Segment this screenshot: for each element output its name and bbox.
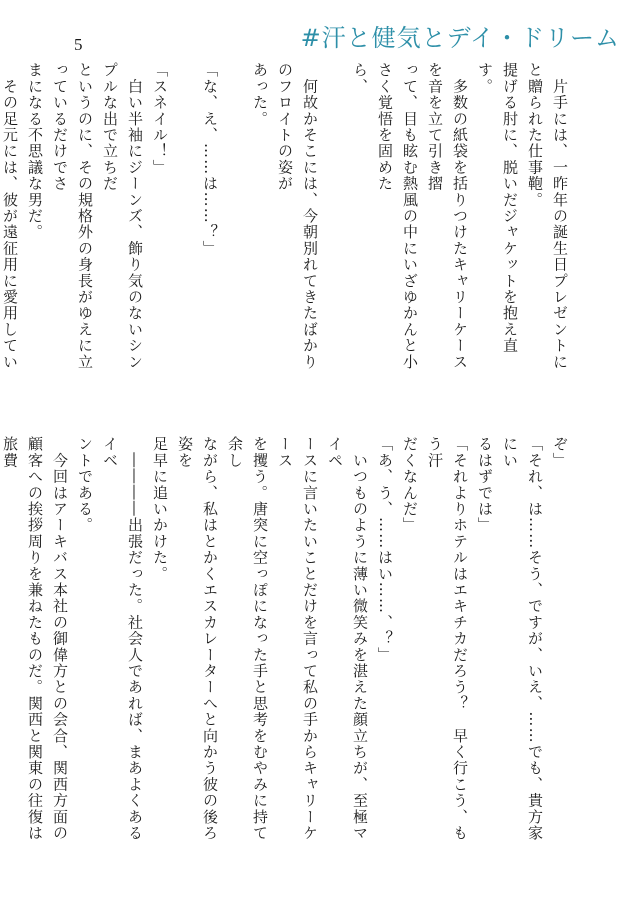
text-line: 「あ、う、……はい……、？」 [376, 436, 394, 663]
text-line: ながら、私はとかくエスカレーターへと向かう彼の後ろ姿を [176, 436, 219, 841]
text-line: ぞ」 [551, 436, 569, 469]
text-line: その足元には、彼が遠征用に愛用してい [1, 78, 19, 370]
text-line: って、目も眩む熱風の中にいざゆかんと小さく覚悟を固めた [376, 62, 419, 370]
text-line: ――――出張だった。社会人であれば、まあよくあるイベ [101, 436, 144, 841]
text-line: るはずでは」 [476, 436, 494, 534]
text-line: ントである。 [76, 436, 94, 534]
text-line: 「それよりホテルはエキチカだろう？ 早く行こう、もう汗 [426, 436, 469, 841]
text-line: 何故かそこには、今朝別れてきたばかりのフロイトの姿が [276, 62, 319, 370]
text-line: ら、 [351, 62, 369, 95]
text-line: まになる不思議な男だ。 [26, 62, 44, 241]
text-line: 今回はアーキバス本社の御偉方との会合、関西方面の [51, 436, 69, 841]
text-line: 白い半袖にジーンズ、飾り気のないシンプルな出で立ちだ [101, 62, 144, 370]
text-line: 顧客への挨拶周りを兼ねたものだ。関西と関東の往復は旅費 [1, 436, 44, 841]
bottom-text-block [1, 436, 572, 854]
text-line [222, 62, 247, 382]
text-line: だくなんだ」 [401, 436, 419, 534]
text-line: 「それ、は……そう、ですが、いえ、……でも、貴方家にい [501, 436, 544, 841]
text-line: いつものように薄い微笑みを湛えた顔立ちが、至極マイペ [326, 436, 369, 841]
page-number: 5 [74, 35, 83, 54]
text-line: あった。 [251, 62, 269, 127]
text-line: というのに、その規格外の身長がゆえに立っているだけでさ [51, 62, 94, 370]
text-line: 多数の紙袋を括りつけたキャリーケースを音を立て引き摺 [426, 62, 469, 370]
text-line [322, 62, 347, 382]
text-line: 提げる肘に、脱いだジャケットを抱え直す。 [476, 62, 519, 354]
text-line: 片手には、一昨年の誕生日プレゼントにと贈られた仕事鞄。 [526, 62, 569, 370]
text-line: 足早に追いかけた。 [151, 436, 169, 582]
text-line: 「な、え、……は……？」 [201, 62, 219, 257]
text-line: 「スネイル！」 [151, 62, 169, 176]
text-line [172, 62, 197, 382]
text-line: を攫う。唐突に空っぽになった手と思考をむやみに持て余し [226, 436, 269, 841]
top-text-block [1, 62, 572, 382]
chapter-title: #汗と健気とデイ・ドリーム [300, 24, 620, 52]
text-line: ースに言いたいことだけを言って私の手からキャリーケース [276, 436, 319, 841]
